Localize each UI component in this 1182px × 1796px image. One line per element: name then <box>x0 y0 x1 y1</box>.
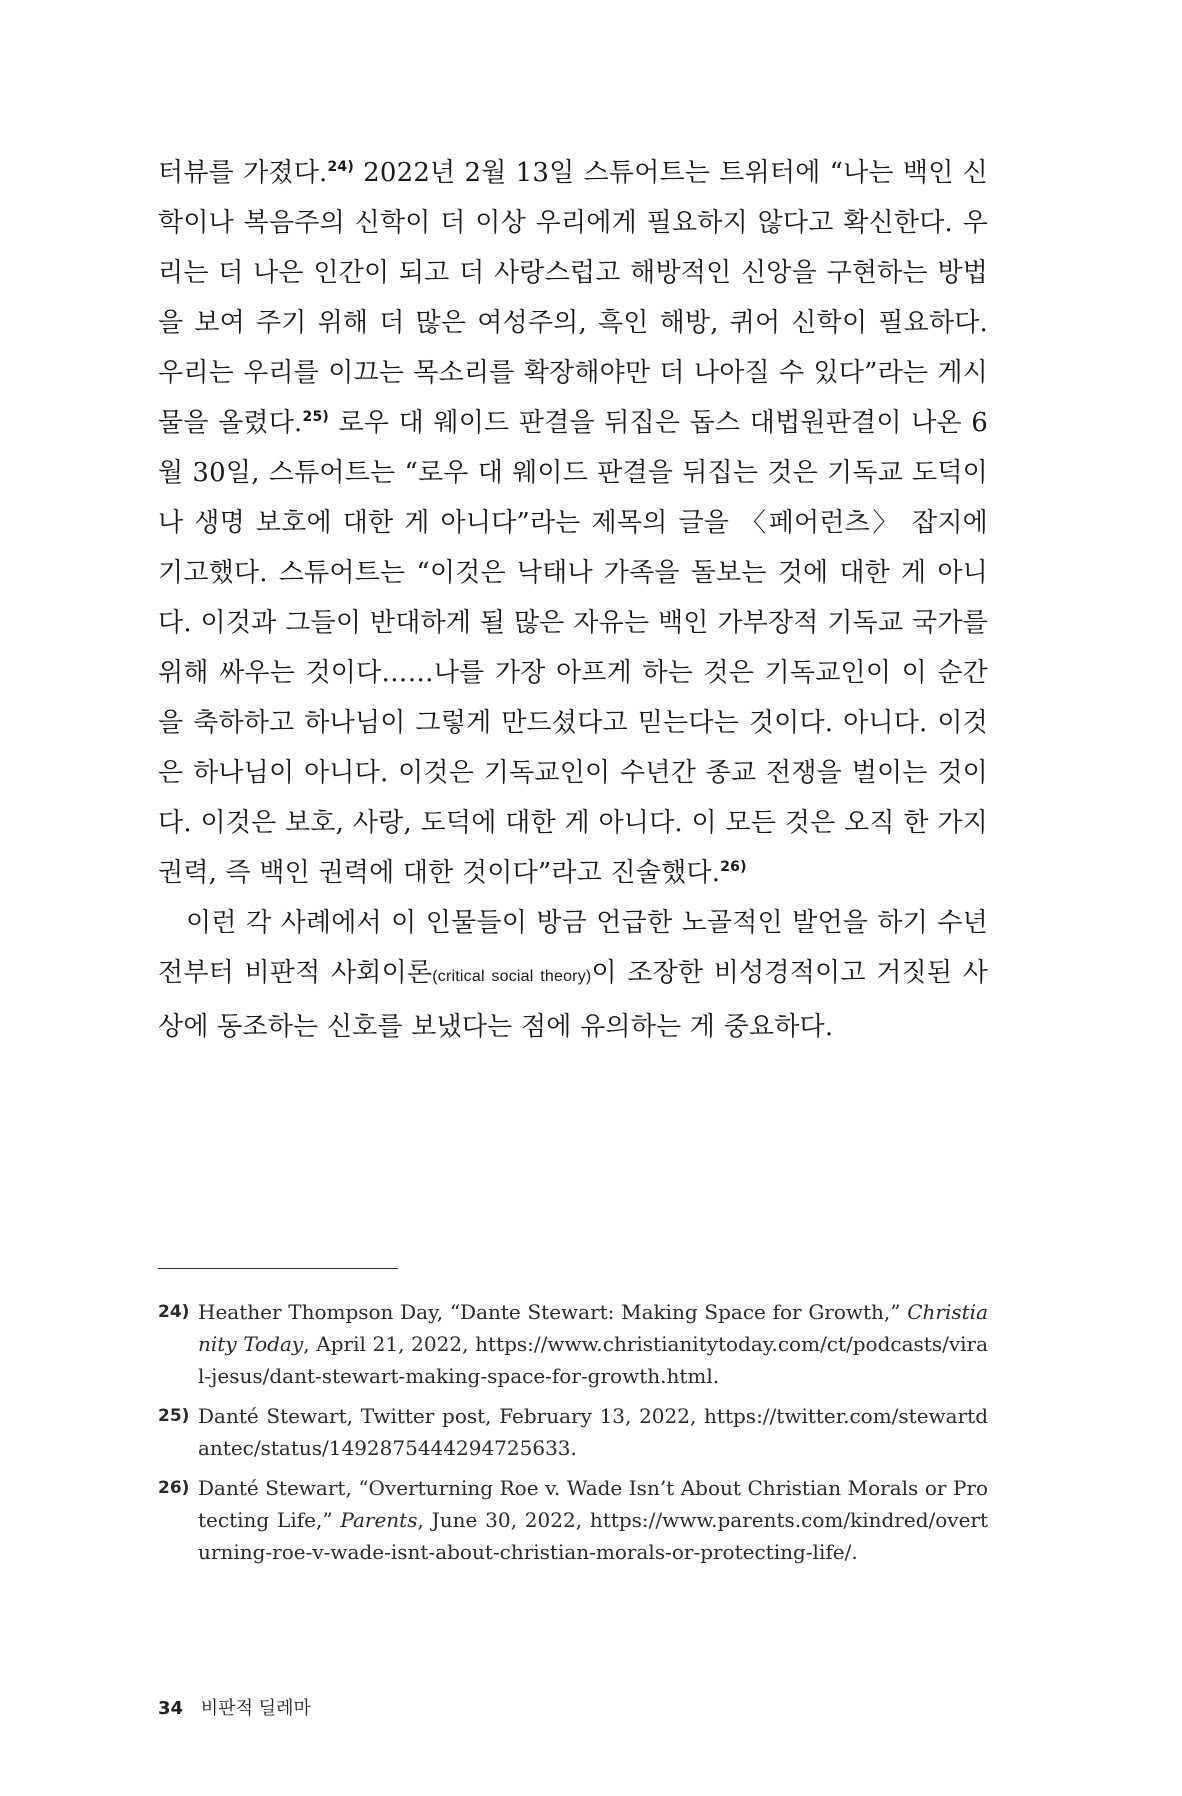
text-run: 터뷰를 가졌다. <box>158 158 328 188</box>
footnote-text <box>198 1400 988 1464</box>
page-footer <box>158 1694 311 1720</box>
text-run: , April 21, 2022, https://www.christianitytoday.com/ct/podcasts/viral-jesus/dant-stewart-making-space-for-growth.html. <box>198 1332 988 1388</box>
footnote-ref[interactable]: 24) <box>327 159 354 175</box>
footnote-text <box>198 1472 988 1568</box>
page-number: 34 <box>158 1698 184 1719</box>
text-run: 로우 대 웨이드 판결을 뒤집은 돕스 대법원판결이 나온 6월 30일, 스튜어트는 “로우 대 웨이드 판결을 뒤집는 것은 기독교 도덕이나 생명 보호에 대한 게 아니다”라는 제목의 글을 〈페어런츠〉 잡지에 기고했다. 스튜어트는 “이것은 낙태나 가족을 돌보는 것에 대한 게 아니다. 이것과 그들이 반대하게 될 많은 자유는 백인 가부장적 기독교 국가를 위해 싸우는 것이다……나를 가장 아프게 하는 것은 기독교인이 이 순간을 축하하고 하나님이 그렇게 만드셨다고 믿는다는 것이다. 아니다. 이것은 하나님이 아니다. 이것은 기독교인이 수년간 종교 전쟁을 벌이는 것이다. 이것은 보호, 사랑, 도덕에 대한 게 아니다. 이 모든 것은 오직 한 가지 권력, 즉 백인 권력에 대한 것이다”라고 진술했다. <box>158 408 988 888</box>
footnote-number: 26) <box>158 1478 190 1498</box>
text-run: 2022년 2월 13일 스튜어트는 트위터에 “나는 백인 신학이나 복음주의 신학이 더 이상 우리에게 필요하지 않다고 확신한다. 우리는 더 나은 인간이 되고 더 사랑스럽고 해방적인 신앙을 구현하는 방법을 보여 주기 위해 더 많은 여성주의, 흑인 해방, 퀴어 신학이 필요하다. 우리는 우리를 이끄는 목소리를 확장해야만 더 나아질 수 있다”라는 게시물을 올렸다. <box>158 158 988 438</box>
publication-title: Parents <box>340 1508 418 1532</box>
footnote <box>158 1296 988 1392</box>
text-run: , June 30, 2022, https://www.parents.com/kindred/overturning-roe-v-wade-isnt-about-christian-morals-or-protecting-life/. <box>198 1508 989 1564</box>
text-run: Heather Thompson Day, “Dante Stewart: Making Space for Growth,” <box>198 1300 908 1324</box>
text-run: 이 조장한 비성경적이고 거짓된 사상에 동조하는 신호를 보냈다는 점에 유의하는 게 중요하다. <box>158 958 988 1042</box>
text-run: 이런 각 사례에서 이 인물들이 방금 언급한 노골적인 발언을 하기 수년 전부터 비판적 사회이론 <box>158 908 988 988</box>
footnote <box>158 1400 988 1464</box>
footnote-text <box>198 1296 988 1392</box>
inline-english-term: (critical social theory) <box>432 968 592 985</box>
body-text <box>158 148 988 1052</box>
running-title: 비판적 딜레마 <box>200 1698 311 1719</box>
footnote-ref[interactable]: 26) <box>720 859 747 875</box>
footnote-number: 25) <box>158 1406 190 1426</box>
footnote-number: 24) <box>158 1302 190 1322</box>
text-run: Danté Stewart, “Overturning Roe v. Wade Isn’t About Christian Morals or Protecting Life,” <box>198 1476 988 1532</box>
publication-title: Christianity Today <box>198 1300 988 1356</box>
paragraph <box>158 148 988 898</box>
paragraph <box>158 898 988 1052</box>
footnote-divider <box>158 1268 398 1269</box>
footnotes <box>158 1296 988 1576</box>
footnote-ref[interactable]: 25) <box>302 409 330 425</box>
text-run: Danté Stewart, Twitter post, February 13, 2022, https://twitter.com/stewartdantec/status/1492875444294725633. <box>198 1404 988 1460</box>
footnote <box>158 1472 988 1568</box>
